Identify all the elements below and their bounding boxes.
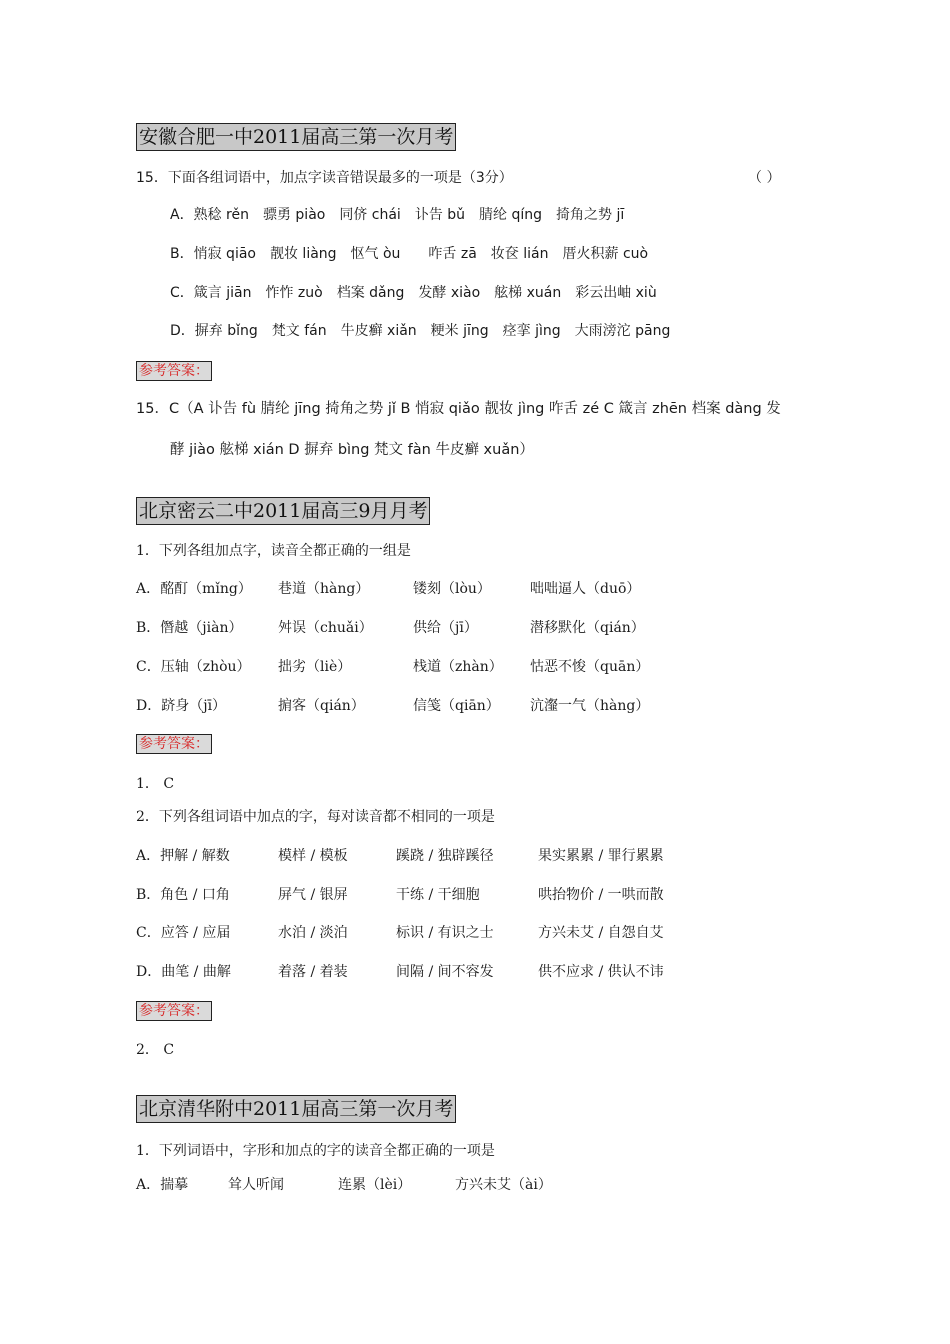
option-d: 着落 / 着装 [278, 964, 348, 980]
option-b: 潜移默化（qián） [530, 620, 645, 636]
option-b: 屏气 / 银屏 [278, 887, 348, 903]
option-a: 镂刻（lòu） [413, 581, 491, 597]
option-a: A．揣摹 [136, 1177, 189, 1193]
section-header: 安徽合肥一中2011届高三第一次月考 [136, 123, 456, 151]
answer-label: 参考答案： [136, 734, 212, 754]
option-b: B．僭越（jiàn） [136, 620, 243, 636]
option-a: 咄咄逼人（duō） [530, 581, 641, 597]
option-d: D．曲笔 / 曲解 [136, 964, 231, 980]
option-c: 水泊 / 淡泊 [278, 925, 348, 941]
option-c: 拙劣（liè） [278, 659, 352, 675]
option-d: 供不应求 / 供认不讳 [538, 964, 664, 980]
option-a: 蹊跷 / 独辟蹊径 [396, 848, 494, 864]
answer-line: 15．C（A 讣告 fù 腈纶 jīng 掎角之势 jǐ B 悄寂 qiǎo 靓妆 jìng 咋舌 zé C 箴言 zhēn 档案 dàng 发 [136, 401, 781, 417]
option-d: 信笺（qiān） [413, 698, 500, 714]
option-a: 耸人听闻 [228, 1177, 284, 1193]
option-b: B．角色 / 口角 [136, 887, 230, 903]
option-a: A．熟稔 rěn 骠勇 piào 同侪 chái 讣告 bǔ 腈纶 qíng 掎角之势 jī [170, 207, 625, 223]
answer-label: 参考答案： [136, 1001, 212, 1021]
option-a: 果实累累 / 罪行累累 [538, 848, 664, 864]
option-a: A．酩酊（mǐng） [136, 581, 252, 597]
answer-label: 参考答案： [136, 361, 212, 381]
question-text: 1．下列词语中，字形和加点的字的读音全都正确的一项是 [136, 1143, 495, 1159]
question-text: 15．下面各组词语中，加点字读音错误最多的一项是（3分） [136, 170, 513, 186]
option-c: 栈道（zhàn） [413, 659, 503, 675]
option-a: A．押解 / 解数 [136, 848, 230, 864]
option-d: D．摒弃 bǐng 梵文 fán 牛皮癣 xiǎn 粳米 jīng 痉挛 jìng 大雨滂沱 pāng [170, 323, 671, 339]
answer-text: 1． C [136, 776, 175, 792]
option-c: 方兴未艾 / 自怨自艾 [538, 925, 664, 941]
option-d: D．跻身（jī） [136, 698, 227, 714]
option-d: 间隔 / 间不容发 [396, 964, 494, 980]
option-d: 掮客（qián） [278, 698, 365, 714]
option-b: B．悄寂 qiāo 靓妆 liàng 怄气 òu 咋舌 zā 妆奁 lián 厝火积薪 cuò [170, 246, 649, 262]
option-a: 模样 / 模板 [278, 848, 348, 864]
option-c: C．应答 / 应届 [136, 925, 231, 941]
section-header: 北京密云二中2011届高三9月月考 [136, 497, 430, 525]
answer-blank: （ ） [748, 170, 781, 186]
option-b: 供给（jī） [413, 620, 478, 636]
option-a: 方兴未艾（ài） [455, 1177, 552, 1193]
option-b: 舛误（chuǎi） [278, 620, 373, 636]
option-a: 巷道（hàng） [278, 581, 370, 597]
option-c: C．箴言 jiān 怍怍 zuò 档案 dǎng 发酵 xiào 舷梯 xuán 彩云出岫 xiù [170, 285, 657, 301]
option-a: 连累（lèi） [338, 1177, 412, 1193]
question-text: 1．下列各组加点字，读音全都正确的一组是 [136, 543, 411, 559]
option-d: 沆瀣一气（hàng） [530, 698, 650, 714]
option-c: 怙恶不悛（quān） [530, 659, 650, 675]
section-header: 北京清华附中2011届高三第一次月考 [136, 1095, 456, 1123]
answer-text: 2． C [136, 1042, 175, 1058]
answer-line: 酵 jiào 舷梯 xián D 摒弃 bìng 梵文 fàn 牛皮癣 xuǎn） [170, 442, 534, 458]
question-text: 2．下列各组词语中加点的字，每对读音都不相同的一项是 [136, 809, 495, 825]
option-b: 哄抬物价 / 一哄而散 [538, 887, 664, 903]
option-b: 干练 / 干细胞 [396, 887, 480, 903]
option-c: 标识 / 有识之士 [396, 925, 494, 941]
option-c: C．压轴（zhòu） [136, 659, 251, 675]
